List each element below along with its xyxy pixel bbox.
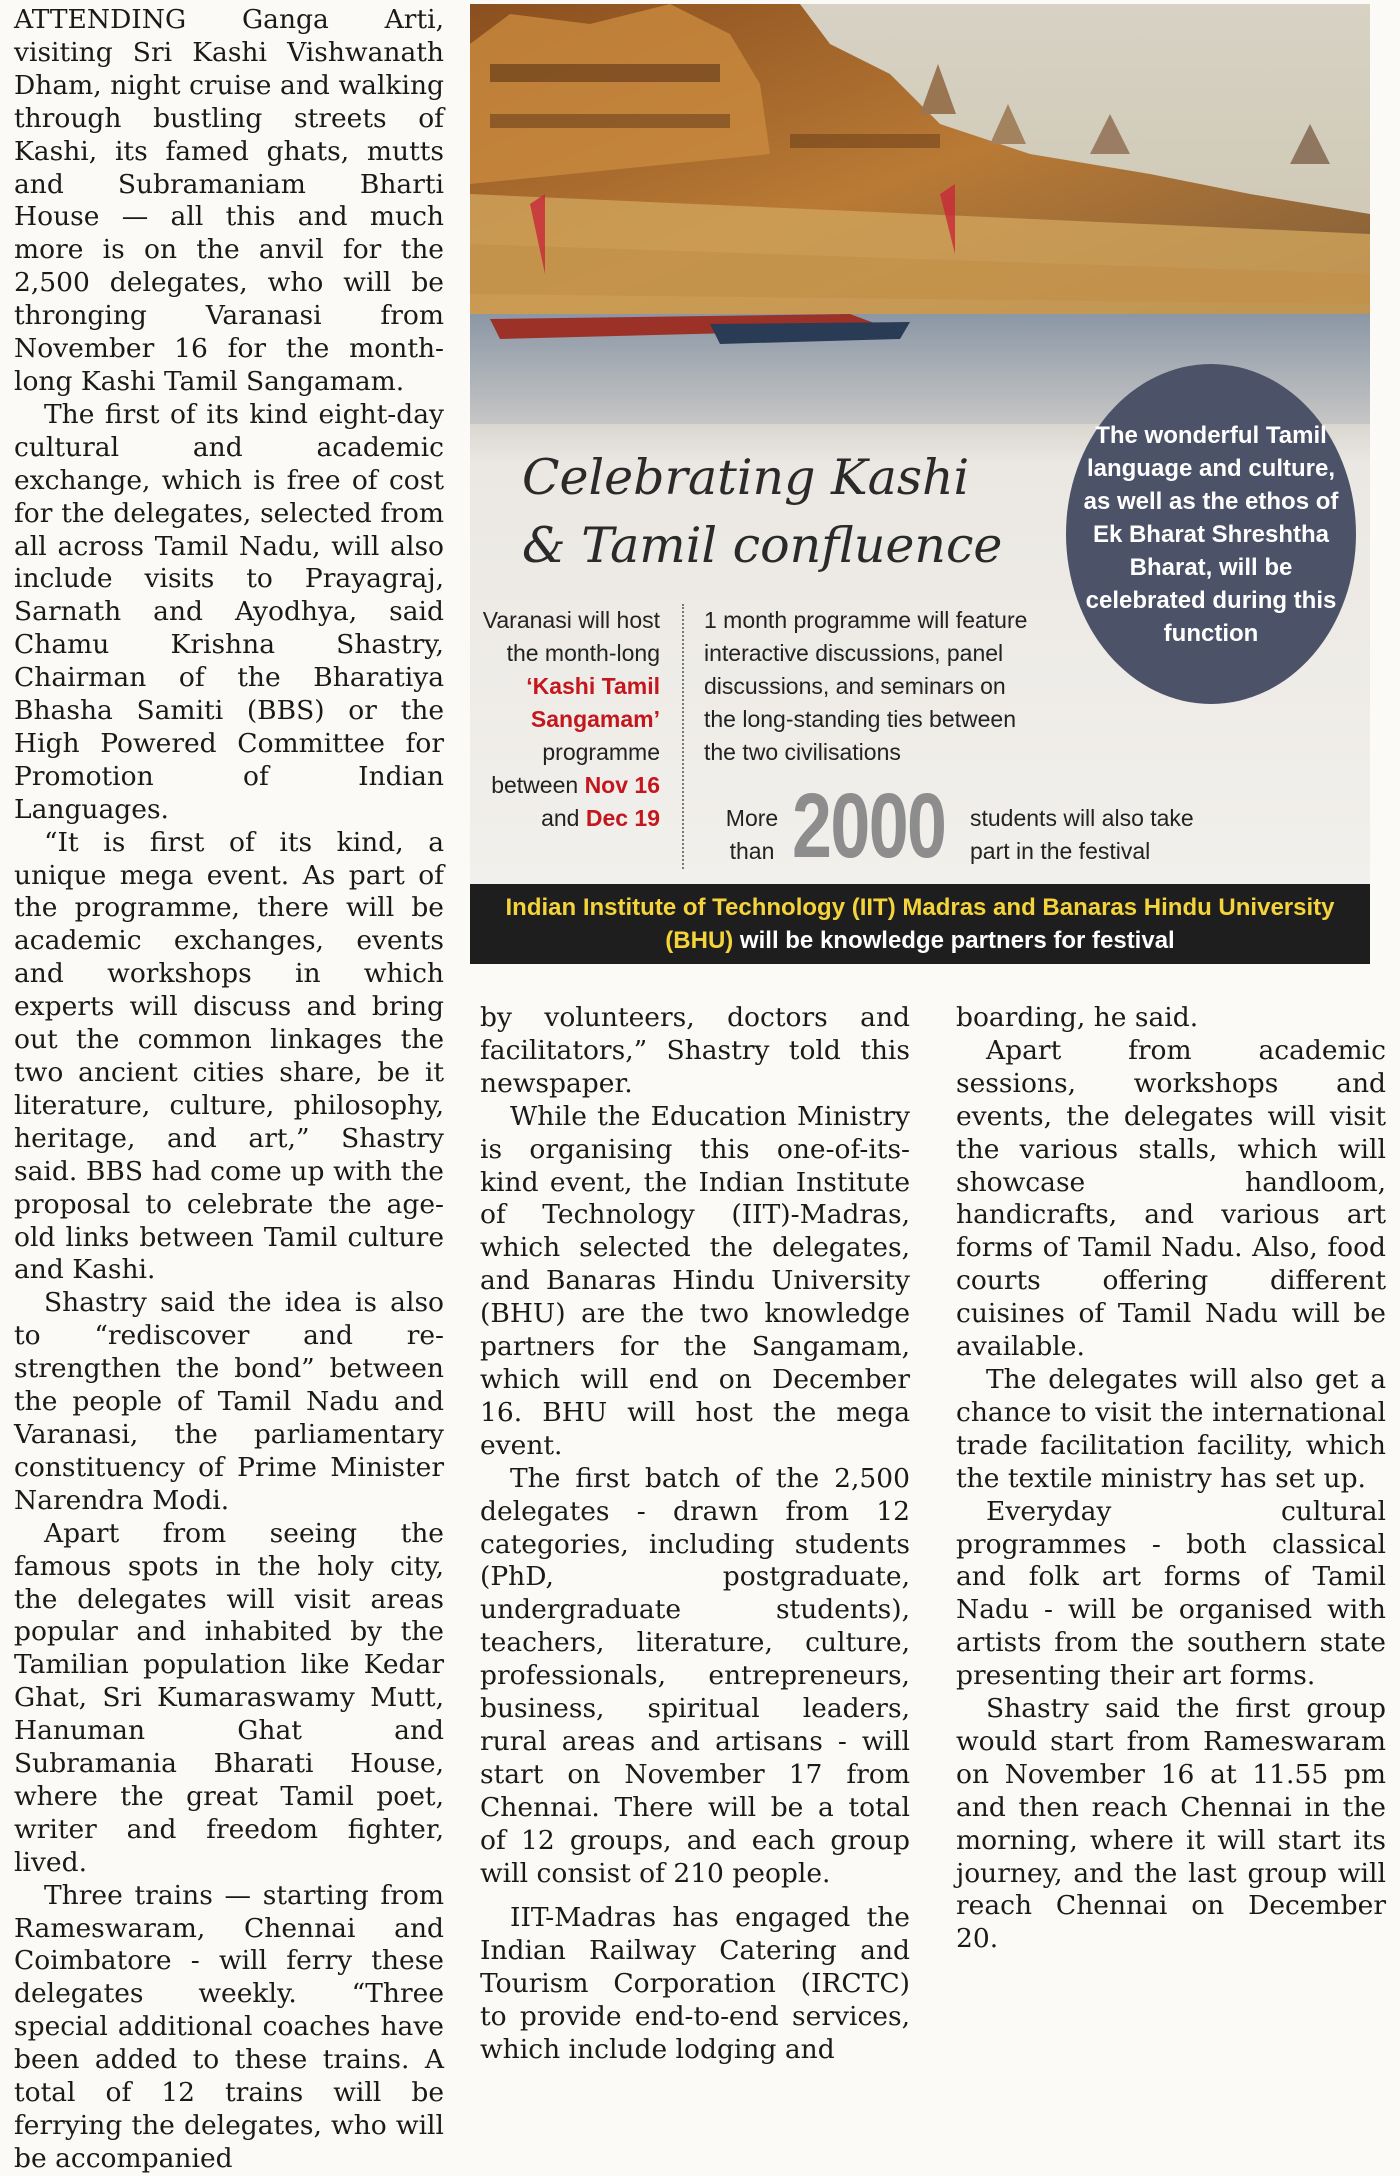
dotted-divider <box>682 604 684 869</box>
article-column-1 <box>14 4 444 2176</box>
highlight-circle <box>1066 364 1356 704</box>
article-paragraph: IIT-Madras has engaged the Indian Railway Catering and Tourism Corporation (IRCTC) to provide end-to-end services, which include lodging and <box>480 1902 910 2066</box>
article-column-2 <box>480 1002 910 2067</box>
more-than-label: More than <box>725 805 779 864</box>
student-count: 2000 <box>792 775 946 877</box>
article-paragraph: Three trains — starting from Rameswaram, Chennai and Coimbatore - will ferry these delegates weekly. “Three special additional coaches have been added to these trains. A total of 12 trains will be ferrying the delegates, who will be accompanied <box>14 1879 444 2174</box>
article-paragraph: “It is first of its kind, a unique mega event. As part of the programme, there will be academic exchanges, events and workshops in which experts will discuss and bring out the common linkages the two ancient cities share, be it literature, culture, philosophy, heritage, and art,” Shastry said. BBS had come up with the proposal to celebrate the age-old links between Tamil culture and Kashi. <box>14 826 444 1286</box>
article-paragraph: Apart from seeing the famous spots in the holy city, the delegates will visit areas popular and inhabited by the Tamilian population like Kedar Ghat, Sri Kumaraswamy Mutt, Hanuman Ghat and Subramania Bharati House, where the great Tamil poet, writer and freedom fighter, lived. <box>14 1517 444 1878</box>
headline-line-2: & Tamil confluence <box>522 517 1003 574</box>
article-paragraph: Shastry said the first group would start from Rameswaram on November 16 at 11.55 pm and then reach Chennai in the morning, where it will start its journey, and the last group will reach Chennai on December 20. <box>956 1693 1386 1955</box>
headline-line-1: Celebrating Kashi <box>522 449 970 506</box>
students-text: students will also take part in the festival <box>970 805 1194 864</box>
article-paragraph: Shastry said the idea is also to “rediscover and re-strengthen the bond” between the people of Tamil Nadu and Varanasi, the parliamentary constituency of Prime Minister Narendra Modi. <box>14 1287 444 1516</box>
graphic-headline <box>522 444 1002 580</box>
article-paragraph: by volunteers, doctors and facilitators,” Shastry told this newspaper. <box>480 1002 910 1099</box>
article-paragraph: The first batch of the 2,500 delegates - drawn from 12 categories, including students (PhD, postgraduate, undergraduate students), teachers, literature, culture, professionals, entrepreneurs, business, spiritual leaders, rural areas and artisans - will start on November 17 from Chennai. There will be a total of 12 groups, and each group will consist of 210 people. <box>480 1462 910 1889</box>
event-name: ‘Kashi Tamil Sangamam’ <box>526 673 660 732</box>
start-date: Nov 16 <box>584 772 660 798</box>
banner-partners: Indian Institute of Technology (IIT) Madras and Banaras Hindu University (BHU) <box>505 894 1335 954</box>
article-paragraph: The first of its kind eight-day cultural and academic exchange, which is free of cost for the delegates, selected from all across Tamil Nadu, will also include visits to Prayagraj, Sarnath and Ayodhya, said Chamu Krishna Shastry, Chairman of the Bharatiya Bhasha Samiti (BBS) or the High Powered Committee for Promotion of Indian Languages. <box>14 398 444 825</box>
end-date: Dec 19 <box>585 805 660 831</box>
article-paragraph: The delegates will also get a chance to visit the international trade facilitation facility, which the textile ministry has set up. <box>956 1363 1386 1494</box>
article-column-3 <box>956 1002 1386 1956</box>
article-paragraph: While the Education Ministry is organising this one-of-its-kind event, the Indian Institute of Technology (IIT)-Madras, which selected the delegates, and Banaras Hindu University (BHU) are the two knowledge partners for the Sangamam, which will end on December 16. BHU will host the mega event. <box>480 1100 910 1461</box>
host-mid: programme between <box>491 739 660 798</box>
article-paragraph: ATTENDING Ganga Arti, visiting Sri Kashi Vishwanath Dham, night cruise and walking through bustling streets of Kashi, its famed ghats, mutts and Subramaniam Bharti House — all this and much more is on the anvil for the 2,500 delegates, who will be thronging Varanasi from November 16 for the month-long Kashi Tamil Sangamam. <box>14 4 444 397</box>
host-info <box>480 604 660 835</box>
banner-rest: will be knowledge partners for festival <box>733 927 1175 954</box>
host-and: and <box>541 805 580 831</box>
knowledge-partners-banner <box>470 884 1370 964</box>
programme-text: 1 month programme will feature interactive discussions, panel discussions, and seminars on the long-standing ties between the two civilisations <box>704 607 1028 765</box>
infographic <box>470 4 1370 984</box>
host-lead: Varanasi will host the month-long <box>482 607 660 666</box>
article-paragraph: Apart from academic sessions, workshops and events, the delegates will visit the various stalls, which will showcase handloom, handicrafts, and various art forms of Tamil Nadu. Also, food courts offering different cuisines of Tamil Nadu will be available. <box>956 1034 1386 1363</box>
article-paragraph: boarding, he said. <box>956 1002 1199 1033</box>
circle-text: The wonderful Tamil language and culture, as well as the ethos of Ek Bharat Shreshtha Bharat, will be celebrated during this function <box>1083 421 1339 647</box>
article-paragraph: Everyday cultural programmes - both classical and folk art forms of Tamil Nadu - will be organised with artists from the southern state presenting their art forms. <box>956 1495 1386 1692</box>
